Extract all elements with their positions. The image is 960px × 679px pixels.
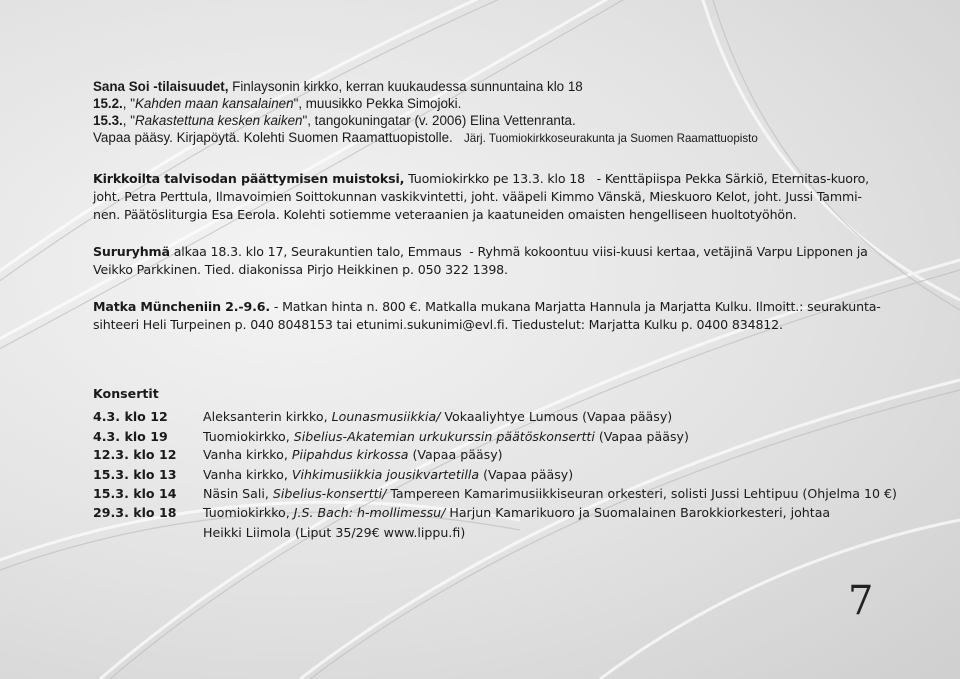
concert-row [93,409,672,424]
concert-title: Piipahdus kirkossa [291,447,409,462]
concert-details: Tampereen Kamarimusiikkiseuran orkesteri, solisti Jussi Lehtipuu (Ohjelma 10 €) [386,486,897,501]
concert-venue: Näsin Sali, [203,486,273,501]
concert-row [93,447,503,462]
concert-venue: Aleksanterin kirkko, [203,409,332,424]
concert-date: 29.3. klo 18 [93,505,177,520]
kirkkoilta-line-2: joht. Petra Perttula, Ilmavoimien Soittokunnan vaskikvintetti, joht. vääpeli Kimmo Vänskä, Mieskuoro Kelot, joht. Jussi Tammi- [93,189,862,204]
kirkkoilta-line-3: nen. Päätösliturgia Esa Eerola. Kolehti sotiemme veteraanien ja kaatuneiden omaisten hengelliseen huoltotyöhön. [93,207,797,222]
event-date: 15.3. [93,113,123,128]
page-number: 7 [848,578,874,624]
concert-date: 15.3. klo 14 [93,486,177,501]
sururyhma-line-2: Veikko Parkkinen. Tied. diakonissa Pirjo Heikkinen p. 050 322 1398. [93,262,508,277]
concert-details: Vokaaliyhtye Lumous (Vapaa pääsy) [440,409,673,424]
sana-soi-heading: Sana Soi -tilaisuudet, [93,79,229,94]
concert-row [93,505,830,520]
event-title: Rakastettuna kesken kaiken [135,113,303,128]
sana-soi-block [93,78,758,146]
quote-open: , " [122,96,135,111]
concert-venue: Vanha kirkko, [203,467,292,482]
concert-title: Vihkimusiikkia jousikvartetilla [291,467,480,482]
concert-details: (Vapaa pääsy) [408,447,503,462]
concert-title: J.S. Bach: h-mollimessu/ [293,505,446,520]
concert-date: 4.3. klo 19 [93,429,168,444]
concert-title: Sibelius-Akatemian urkukurssin päätöskonsertti [293,429,595,444]
concert-venue: Vanha kirkko, [203,447,292,462]
event-desc: ", muusikko Pekka Simojoki. [293,96,462,111]
concert-row [93,429,689,444]
matka-heading: Matka Müncheniin 2.-9.6. [93,299,270,314]
kirkkoilta-heading: Kirkkoilta talvisodan päättymisen muistoksi, [93,171,405,186]
matka-block [93,298,881,334]
concert-details: Harjun Kamarikuoro ja Suomalainen Barokkiorkesteri, johtaa [445,505,831,520]
concert-venue: Tuomiokirkko, [203,429,294,444]
sururyhma-line-1: alkaa 18.3. klo 17, Seurakuntien talo, Emmaus - Ryhmä kokoontuu viisi-kuusi kertaa, vetäjinä Varpu Lipponen ja [169,244,868,259]
concert-details: Heikki Liimola (Liput 35/29€ www.lippu.fi) [203,525,466,540]
concert-details: (Vapaa pääsy) [594,429,689,444]
concert-date: 4.3. klo 12 [93,409,168,424]
kirkkoilta-block [93,170,869,224]
concert-date: 12.3. klo 12 [93,447,177,462]
sana-soi-info: Vapaa pääsy. Kirjapöytä. Kolehti Suomen Raamattuopistolle. [93,130,453,145]
concert-venue: Tuomiokirkko, [203,505,294,520]
concert-details: (Vapaa pääsy) [479,467,574,482]
event-title: Kahden maan kansalainen [135,96,294,111]
matka-line-2: sihteeri Heli Turpeinen p. 040 8048153 tai etunimi.sukunimi@evl.fi. Tiedustelut: Marjatta Kulku p. 0400 834812. [93,317,783,332]
matka-line-1: - Matkan hinta n. 800 €. Matkalla mukana Marjatta Hannula ja Marjatta Kulku. Ilmoitt.: seurakunta- [269,299,881,314]
concert-title: Lounasmusiikkia/ [331,409,441,424]
concert-date: 15.3. klo 13 [93,467,177,482]
concert-row [93,467,573,482]
event-desc: ", tangokuningatar (v. 2006) Elina Vettenranta. [302,113,576,128]
konsertit-heading: Konsertit [93,386,159,401]
concert-title: Sibelius-konsertti/ [272,486,387,501]
sururyhma-heading: Sururyhmä [93,244,170,259]
organizer-note: Järj. Tuomiokirkkoseurakunta ja Suomen Raamattuopisto [463,132,758,145]
sana-soi-desc: Finlaysonin kirkko, kerran kuukaudessa sunnuntaina klo 18 [228,79,583,94]
event-date: 15.2. [93,96,123,111]
kirkkoilta-line-1: Tuomiokirkko pe 13.3. klo 18 - Kenttäpiispa Pekka Särkiö, Eternitas-kuoro, [404,171,870,186]
concert-row [93,486,897,501]
quote-open: , " [122,113,135,128]
sururyhma-block [93,243,868,279]
concert-row-continuation [93,525,465,540]
